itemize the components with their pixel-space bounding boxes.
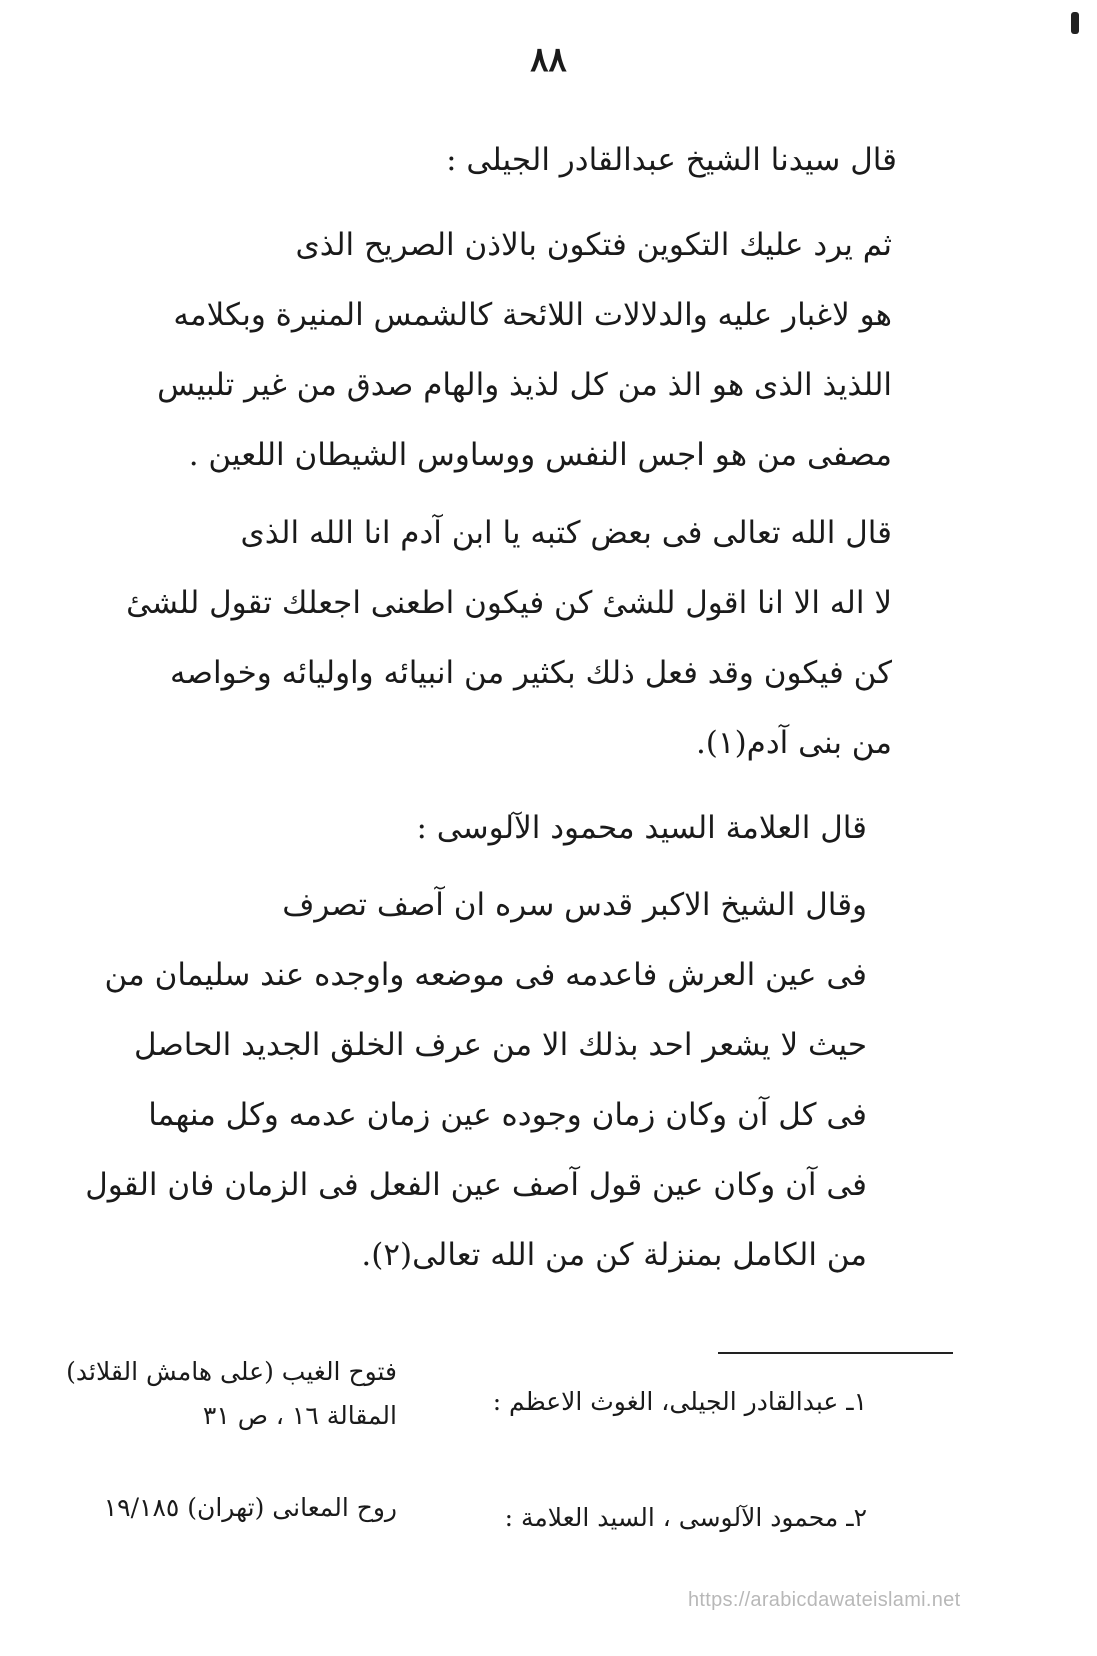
text-line: ثم یرد علیك التكوین فتكون بالاذن الصریح الذی [295, 227, 892, 263]
footnote-source-line: فتوح الغیب (علی هامش القلائد) [66, 1357, 397, 1386]
source-watermark: https://arabicdawateislami.net [688, 1589, 961, 1611]
scan-edge-mark [1071, 12, 1079, 34]
paragraph-jili-quote [132, 210, 892, 490]
text-line: فی آن وكان عین قول آصف عین الفعل فی الزمان فان القول [85, 1167, 867, 1203]
footnote-2-source [104, 1486, 397, 1530]
text-line: من بنی آدم(١). [695, 725, 892, 761]
footnote-author: محمود الآلوسی ، السید العلامة : [504, 1503, 839, 1532]
footnote-divider [718, 1352, 953, 1354]
footnote-2-citation [505, 1498, 867, 1538]
text-line: اللذیذ الذی هو الذ من كل لذیذ والهام صدق من غیر تلبیس [157, 367, 892, 403]
text-line: من الكامل بمنزلة كن من الله تعالی(٢). [361, 1237, 867, 1273]
text-line: كن فیكون وقد فعل ذلك بكثیر من انبیائه واولیائه وخواصه [170, 655, 892, 691]
section-heading-alusi: قال العلامة السید محمود الآلوسی : [416, 810, 867, 846]
paragraph-alusi-quote [85, 870, 867, 1290]
paragraph-quran-quote [126, 498, 892, 778]
footnote-author: عبدالقادر الجیلی، الغوث الاعظم : [492, 1387, 839, 1416]
footnote-1-citation [493, 1382, 867, 1422]
text-line: مصفی من هو اجس النفس ووساوس الشیطان اللعین . [188, 437, 892, 473]
text-line: حیث لا یشعر احد بذلك الا من عرف الخلق الجدید الحاصل [133, 1027, 867, 1063]
section-heading-jili: قال سیدنا الشیخ عبدالقادر الجیلی : [446, 142, 897, 178]
footnote-1-source [66, 1350, 397, 1438]
page-number: ٨٨ [530, 40, 567, 80]
text-line: فی كل آن وكان زمان وجوده عین زمان عدمه وكل منهما [148, 1097, 867, 1133]
footnote-marker: ٢ـ [846, 1503, 867, 1532]
text-line: لا اله الا انا اقول للشیٔ كن فیكون اطعنی اجعلك تقول للشیٔ [126, 585, 892, 621]
text-line: وقال الشیخ الاكبر قدس سره ان آصف تصرف [282, 887, 867, 923]
text-line: قال الله تعالی فی بعض كتبه یا ابن آدم انا الله الذی [240, 515, 892, 551]
text-line: فی عین العرش فاعدمه فی موضعه واوجده عند سلیمان من [104, 957, 867, 993]
footnote-marker: ١ـ [846, 1387, 867, 1416]
footnote-source-line: روح المعانی (تهران) ١٩/١٨٥ [103, 1493, 397, 1522]
footnote-source-line: المقالة ١٦ ، ص ٣١ [202, 1401, 397, 1430]
text-line: هو لاغبار علیه والدلالات اللائحة كالشمس المنیرة وبكلامه [173, 297, 892, 333]
